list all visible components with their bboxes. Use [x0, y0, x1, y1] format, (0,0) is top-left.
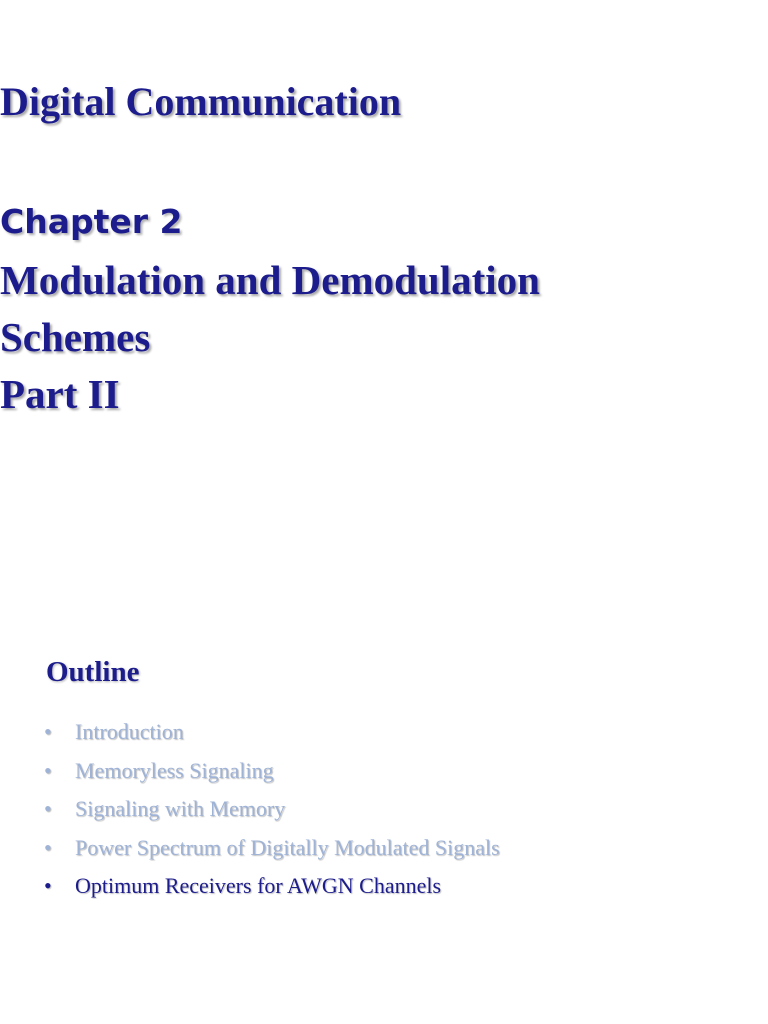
subtitle-line-1: Modulation and Demodulation: [0, 257, 540, 303]
bullet-icon: •: [44, 834, 52, 860]
outline-list: [44, 713, 500, 906]
outline-item-label: Signaling with Memory: [75, 796, 286, 821]
outline-item-introduction: [44, 713, 500, 752]
bullet-icon: •: [44, 757, 52, 783]
outline-heading: Outline: [46, 656, 140, 688]
outline-item-label: Optimum Receivers for AWGN Channels: [75, 873, 442, 898]
outline-item-label: Memoryless Signaling: [75, 757, 274, 783]
chapter-subtitle: [0, 252, 768, 423]
chapter-label: Chapter 2: [0, 202, 183, 241]
slide-title: Digital Communication: [0, 79, 402, 124]
outline-item-memoryless-signaling: [44, 752, 500, 791]
subtitle-line-2: Schemes: [0, 314, 151, 360]
bullet-icon: •: [44, 796, 52, 821]
outline-item-label: Power Spectrum of Digitally Modulated Signals: [75, 834, 500, 860]
outline-item-label: Introduction: [75, 719, 184, 744]
subtitle-line-3: Part II: [0, 371, 120, 417]
outline-item-signaling-with-memory: [44, 790, 500, 829]
bullet-icon: •: [44, 719, 52, 744]
bullet-icon: •: [44, 873, 52, 898]
outline-item-power-spectrum: [44, 829, 500, 868]
outline-item-optimum-receivers: [44, 867, 500, 906]
